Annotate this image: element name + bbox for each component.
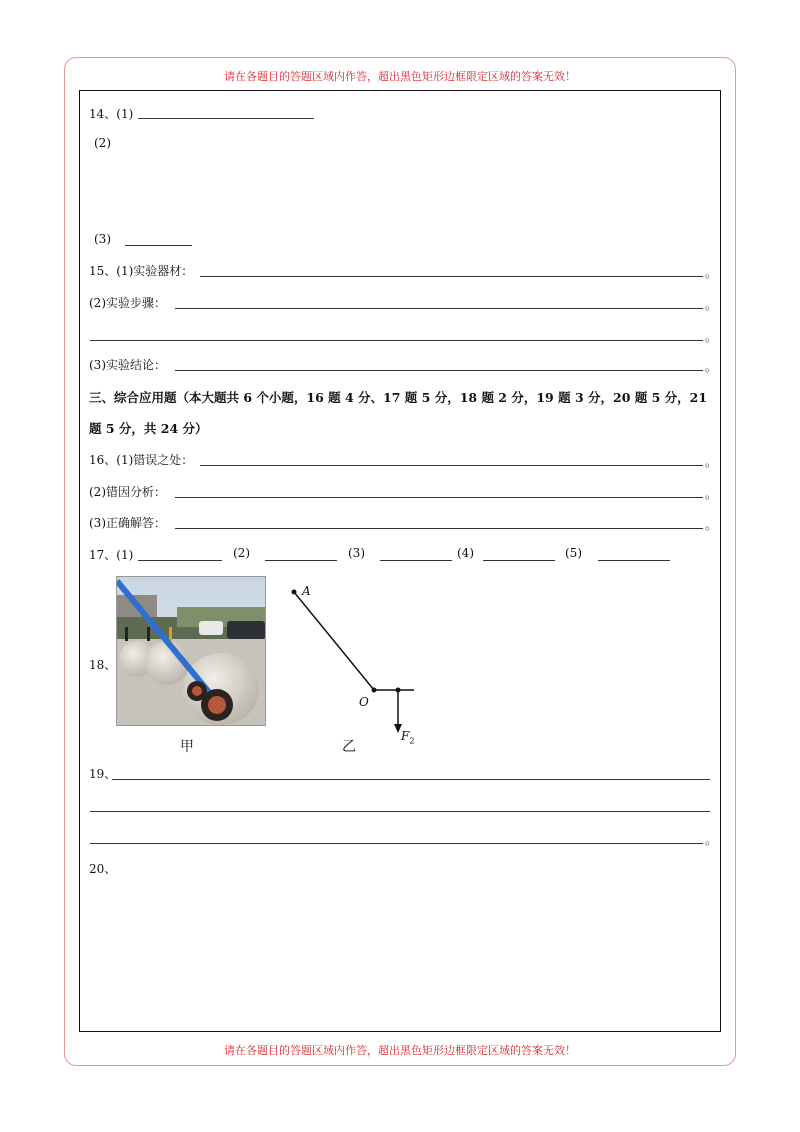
lever-arm-oa: [294, 592, 374, 690]
top-warning: 请在各题目的答题区域内作答，超出黑色矩形边框限定区域的答案无效！: [224, 70, 576, 83]
q14-part1-answer-line[interactable]: [138, 118, 314, 119]
q15-part2-answer-line[interactable]: [175, 308, 703, 309]
q14-part3-answer-line[interactable]: [125, 245, 192, 246]
force-subscript: 2: [409, 736, 415, 746]
point-a-dot: [292, 590, 297, 595]
period: 。: [705, 298, 718, 312]
period: 。: [705, 330, 718, 344]
q17-part5-answer-line[interactable]: [598, 560, 670, 561]
section3-heading-line2: 题 5 分，共 24 分）: [89, 421, 208, 436]
q18-label: 18、: [89, 658, 117, 672]
answer-area-frame: [79, 90, 721, 1032]
bottom-warning: 请在各题目的答题区域内作答，超出黑色矩形边框限定区域的答案无效！: [224, 1044, 576, 1057]
period: 。: [705, 487, 718, 501]
q15-part3-answer-line[interactable]: [175, 370, 703, 371]
q16-part1-answer-line[interactable]: [200, 465, 703, 466]
q17-part5-label: (5): [565, 546, 582, 560]
q17-part2-answer-line[interactable]: [265, 560, 337, 561]
q15-part2-label: (2)实验步骤：: [89, 296, 166, 310]
lever-diagram-yi: [280, 580, 430, 750]
point-a-label: A: [302, 584, 311, 598]
fig-label-jia: 甲: [180, 739, 194, 755]
force-f2-label: [401, 729, 414, 745]
period: 。: [705, 360, 718, 374]
photo-illustration: [117, 577, 265, 725]
q17-part2-label: (2): [233, 546, 250, 560]
q14-part1-label: 14、(1): [89, 107, 134, 121]
force-f-letter: F: [401, 729, 410, 743]
q15-part1-answer-line[interactable]: [200, 276, 703, 277]
q17-part4-answer-line[interactable]: [483, 560, 555, 561]
q17-part4-label: (4): [457, 546, 474, 560]
q16-part2-answer-line[interactable]: [175, 497, 703, 498]
q14-part2-label: (2): [94, 136, 111, 150]
q14-part3-label: (3): [94, 232, 111, 246]
q17-part3-answer-line[interactable]: [380, 560, 452, 561]
q16-part3-answer-line[interactable]: [175, 528, 703, 529]
q16-part2-label: (2)错因分析：: [89, 485, 166, 499]
q15-part3-label: (3)实验结论：: [89, 358, 166, 372]
q15-part2-answer-line-2[interactable]: [90, 340, 703, 341]
q20-label: 20、: [89, 862, 117, 876]
section3-heading-line1: 三、综合应用题（本大题共 6 个小题，16 题 4 分、17 题 5 分，18 题 2 分，19 题 3 分，20 题 5 分，21: [89, 390, 708, 405]
pivot-o-dot: [372, 688, 377, 693]
q19-label: 19、: [89, 767, 117, 781]
q17-part1-answer-line[interactable]: [138, 560, 222, 561]
q16-part3-label: (3)正确解答：: [89, 516, 166, 530]
period: 。: [705, 455, 718, 469]
q18-photo-jia: [116, 576, 266, 726]
q19-answer-line-1[interactable]: [112, 779, 710, 780]
q16-part1-label: 16、(1)错误之处：: [89, 453, 194, 467]
period: 。: [705, 266, 718, 280]
q19-answer-line-2[interactable]: [90, 811, 710, 812]
period: 。: [705, 833, 718, 847]
period: 。: [705, 518, 718, 532]
q15-part1-label: 15、(1)实验器材：: [89, 264, 194, 278]
fig-label-yi: 乙: [342, 739, 356, 755]
point-o-label: O: [359, 695, 369, 709]
q17-part3-label: (3): [348, 546, 365, 560]
q17-part1-label: 17、(1): [89, 548, 134, 562]
q19-answer-line-3[interactable]: [90, 843, 703, 844]
